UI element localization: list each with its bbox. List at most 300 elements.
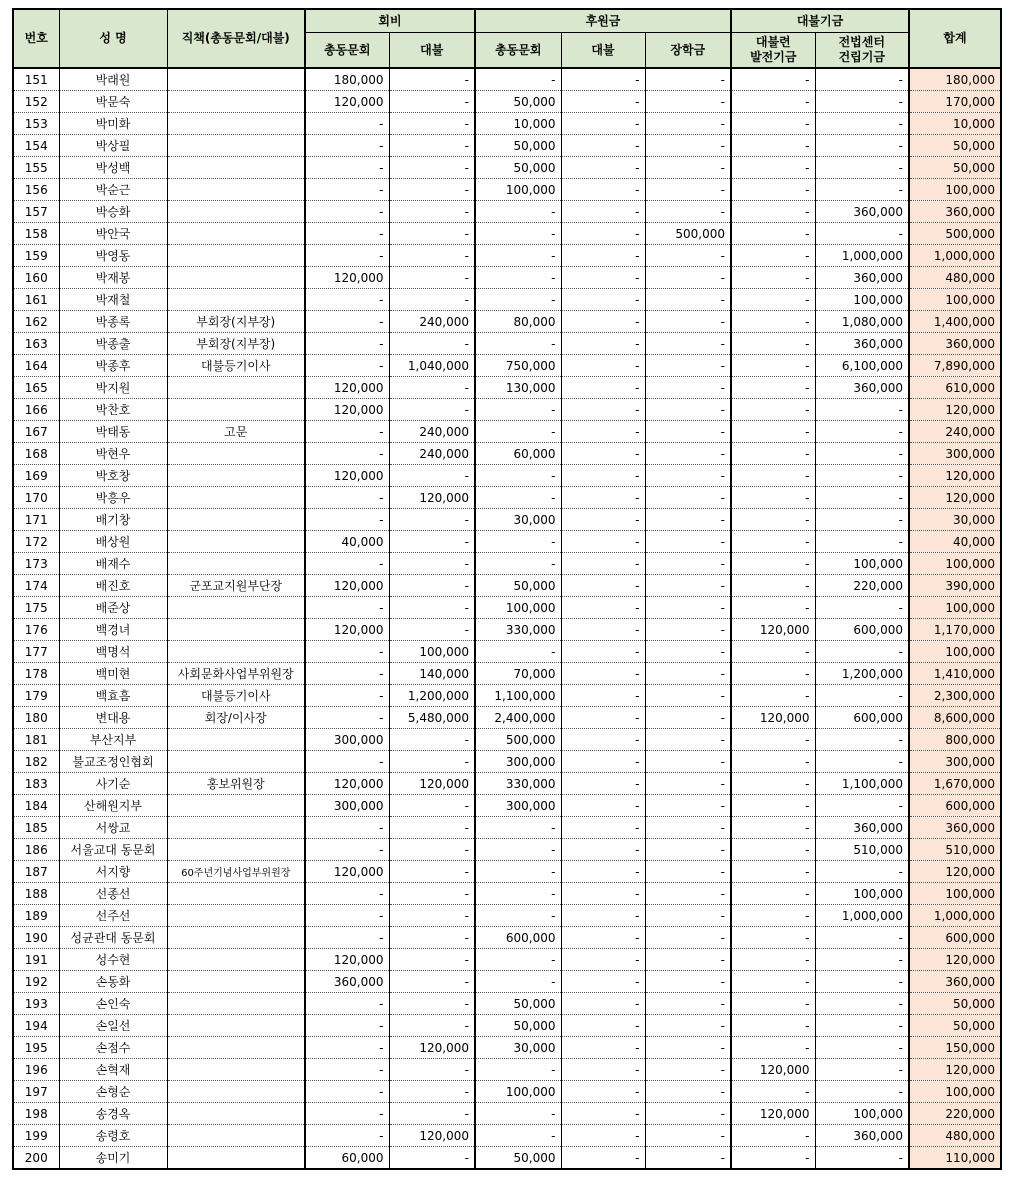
cell-fee-daebul: 120,000 bbox=[389, 773, 475, 795]
cell-fund-development: - bbox=[731, 817, 815, 839]
cell-total: 170,000 bbox=[909, 91, 1001, 113]
cell-total: 360,000 bbox=[909, 333, 1001, 355]
cell-fee-daebul: 120,000 bbox=[389, 1037, 475, 1059]
cell-donation-daebul: - bbox=[561, 553, 645, 575]
cell-no: 191 bbox=[13, 949, 59, 971]
cell-donation-alumni: 750,000 bbox=[475, 355, 561, 377]
cell-fee-daebul: - bbox=[389, 597, 475, 619]
cell-fund-development: - bbox=[731, 883, 815, 905]
header-position: 직책(총동문회/대불) bbox=[167, 9, 305, 68]
cell-position bbox=[167, 1037, 305, 1059]
table-row bbox=[13, 773, 1001, 795]
cell-position bbox=[167, 68, 305, 91]
cell-fund-center: - bbox=[815, 68, 909, 91]
cell-no: 177 bbox=[13, 641, 59, 663]
cell-donation-daebul: - bbox=[561, 1103, 645, 1125]
cell-total: 100,000 bbox=[909, 641, 1001, 663]
cell-name: 손인숙 bbox=[59, 993, 167, 1015]
cell-no: 169 bbox=[13, 465, 59, 487]
cell-fee-alumni: - bbox=[305, 311, 389, 333]
cell-fund-development: - bbox=[731, 289, 815, 311]
table-row bbox=[13, 179, 1001, 201]
cell-no: 183 bbox=[13, 773, 59, 795]
cell-donation-scholarship: - bbox=[645, 157, 731, 179]
cell-total: 360,000 bbox=[909, 817, 1001, 839]
cell-donation-scholarship: - bbox=[645, 773, 731, 795]
cell-donation-daebul: - bbox=[561, 1037, 645, 1059]
table-row bbox=[13, 267, 1001, 289]
table-row bbox=[13, 399, 1001, 421]
cell-donation-daebul: - bbox=[561, 641, 645, 663]
table-row bbox=[13, 993, 1001, 1015]
cell-donation-alumni: - bbox=[475, 399, 561, 421]
donor-table bbox=[12, 8, 1002, 1170]
cell-donation-daebul: - bbox=[561, 773, 645, 795]
cell-total: 50,000 bbox=[909, 135, 1001, 157]
cell-fund-development: - bbox=[731, 1081, 815, 1103]
cell-donation-alumni: - bbox=[475, 971, 561, 993]
cell-position: 고문 bbox=[167, 421, 305, 443]
cell-position bbox=[167, 179, 305, 201]
cell-name: 손점수 bbox=[59, 1037, 167, 1059]
cell-fund-development: - bbox=[731, 487, 815, 509]
cell-donation-scholarship: - bbox=[645, 949, 731, 971]
cell-fund-center: - bbox=[815, 971, 909, 993]
cell-donation-daebul: - bbox=[561, 333, 645, 355]
cell-position bbox=[167, 839, 305, 861]
cell-fund-center: 360,000 bbox=[815, 817, 909, 839]
cell-fee-alumni: - bbox=[305, 333, 389, 355]
cell-fee-daebul: - bbox=[389, 575, 475, 597]
cell-fee-daebul: - bbox=[389, 157, 475, 179]
cell-donation-alumni: 300,000 bbox=[475, 751, 561, 773]
cell-donation-alumni: - bbox=[475, 223, 561, 245]
header-fee-daebul: 대불 bbox=[389, 33, 475, 69]
cell-fund-center: - bbox=[815, 509, 909, 531]
cell-fund-development: - bbox=[731, 773, 815, 795]
cell-donation-alumni: - bbox=[475, 1059, 561, 1081]
cell-donation-daebul: - bbox=[561, 949, 645, 971]
cell-total: 610,000 bbox=[909, 377, 1001, 399]
cell-fund-development: - bbox=[731, 1125, 815, 1147]
cell-no: 187 bbox=[13, 861, 59, 883]
table-row bbox=[13, 201, 1001, 223]
cell-donation-daebul: - bbox=[561, 905, 645, 927]
cell-position: 부회장(지부장) bbox=[167, 311, 305, 333]
cell-position: 회장/이사장 bbox=[167, 707, 305, 729]
cell-position: 부회장(지부장) bbox=[167, 333, 305, 355]
header-fund-center bbox=[815, 33, 909, 69]
cell-fee-alumni: - bbox=[305, 685, 389, 707]
cell-donation-scholarship: - bbox=[645, 993, 731, 1015]
cell-fund-center: 1,200,000 bbox=[815, 663, 909, 685]
cell-fee-daebul: - bbox=[389, 553, 475, 575]
table-row bbox=[13, 245, 1001, 267]
cell-fund-development: - bbox=[731, 333, 815, 355]
table-row bbox=[13, 619, 1001, 641]
cell-fund-development: - bbox=[731, 795, 815, 817]
cell-fund-development: - bbox=[731, 377, 815, 399]
header-total: 합계 bbox=[909, 9, 1001, 68]
cell-total: 1,000,000 bbox=[909, 245, 1001, 267]
cell-fund-center: 220,000 bbox=[815, 575, 909, 597]
cell-donation-alumni: 50,000 bbox=[475, 575, 561, 597]
cell-no: 167 bbox=[13, 421, 59, 443]
cell-donation-alumni: - bbox=[475, 883, 561, 905]
cell-donation-daebul: - bbox=[561, 531, 645, 553]
cell-donation-alumni: - bbox=[475, 465, 561, 487]
cell-fee-daebul: - bbox=[389, 289, 475, 311]
table-row bbox=[13, 113, 1001, 135]
cell-name: 부산지부 bbox=[59, 729, 167, 751]
cell-fee-alumni: - bbox=[305, 113, 389, 135]
cell-donation-alumni: - bbox=[475, 839, 561, 861]
cell-fund-development: - bbox=[731, 223, 815, 245]
cell-donation-scholarship: - bbox=[645, 1103, 731, 1125]
cell-name: 성수현 bbox=[59, 949, 167, 971]
cell-position bbox=[167, 927, 305, 949]
cell-no: 155 bbox=[13, 157, 59, 179]
cell-position bbox=[167, 949, 305, 971]
cell-donation-daebul: - bbox=[561, 707, 645, 729]
cell-fund-development: - bbox=[731, 927, 815, 949]
cell-fund-development: - bbox=[731, 421, 815, 443]
cell-fund-center: 1,000,000 bbox=[815, 905, 909, 927]
cell-donation-alumni: - bbox=[475, 641, 561, 663]
cell-donation-alumni: - bbox=[475, 68, 561, 91]
cell-fund-development: - bbox=[731, 575, 815, 597]
cell-fund-center: 100,000 bbox=[815, 289, 909, 311]
cell-total: 1,670,000 bbox=[909, 773, 1001, 795]
cell-fee-alumni: - bbox=[305, 707, 389, 729]
table-row bbox=[13, 663, 1001, 685]
table-row bbox=[13, 1147, 1001, 1170]
cell-fee-daebul: - bbox=[389, 245, 475, 267]
cell-no: 173 bbox=[13, 553, 59, 575]
cell-fee-daebul: 240,000 bbox=[389, 421, 475, 443]
cell-fund-development: - bbox=[731, 311, 815, 333]
cell-total: 100,000 bbox=[909, 179, 1001, 201]
cell-fee-alumni: - bbox=[305, 355, 389, 377]
cell-fee-daebul: - bbox=[389, 905, 475, 927]
cell-fee-daebul: - bbox=[389, 333, 475, 355]
cell-no: 176 bbox=[13, 619, 59, 641]
cell-position: 60주년기념사업부위원장 bbox=[167, 861, 305, 883]
cell-fee-daebul: - bbox=[389, 927, 475, 949]
cell-fund-center: 600,000 bbox=[815, 707, 909, 729]
cell-position bbox=[167, 1125, 305, 1147]
cell-no: 168 bbox=[13, 443, 59, 465]
cell-total: 2,300,000 bbox=[909, 685, 1001, 707]
cell-donation-scholarship: - bbox=[645, 1125, 731, 1147]
cell-total: 600,000 bbox=[909, 795, 1001, 817]
table-row bbox=[13, 553, 1001, 575]
cell-fee-alumni: - bbox=[305, 883, 389, 905]
cell-total: 120,000 bbox=[909, 861, 1001, 883]
cell-no: 164 bbox=[13, 355, 59, 377]
cell-no: 152 bbox=[13, 91, 59, 113]
cell-donation-scholarship: - bbox=[645, 1059, 731, 1081]
cell-fund-center: - bbox=[815, 751, 909, 773]
cell-fee-daebul: 100,000 bbox=[389, 641, 475, 663]
cell-donation-daebul: - bbox=[561, 685, 645, 707]
cell-name: 백경녀 bbox=[59, 619, 167, 641]
cell-donation-scholarship: - bbox=[645, 531, 731, 553]
cell-donation-daebul: - bbox=[561, 509, 645, 531]
cell-fund-center: - bbox=[815, 157, 909, 179]
cell-donation-alumni: 330,000 bbox=[475, 773, 561, 795]
cell-fund-center: 360,000 bbox=[815, 377, 909, 399]
cell-fee-alumni: - bbox=[305, 509, 389, 531]
cell-position bbox=[167, 817, 305, 839]
cell-position bbox=[167, 245, 305, 267]
cell-position: 대불등기이사 bbox=[167, 355, 305, 377]
header-group-fund: 대불기금 bbox=[731, 9, 909, 33]
cell-fund-development: - bbox=[731, 839, 815, 861]
cell-donation-daebul: - bbox=[561, 421, 645, 443]
cell-total: 480,000 bbox=[909, 1125, 1001, 1147]
cell-donation-daebul: - bbox=[561, 68, 645, 91]
cell-donation-daebul: - bbox=[561, 311, 645, 333]
cell-fee-alumni: - bbox=[305, 421, 389, 443]
cell-donation-alumni: - bbox=[475, 201, 561, 223]
cell-fee-daebul: - bbox=[389, 399, 475, 421]
cell-fund-center: 100,000 bbox=[815, 1103, 909, 1125]
cell-fund-center: 100,000 bbox=[815, 553, 909, 575]
table-row bbox=[13, 465, 1001, 487]
table-row bbox=[13, 421, 1001, 443]
cell-name: 배진호 bbox=[59, 575, 167, 597]
cell-fee-alumni: - bbox=[305, 751, 389, 773]
cell-name: 백미현 bbox=[59, 663, 167, 685]
cell-no: 156 bbox=[13, 179, 59, 201]
cell-fund-center: 510,000 bbox=[815, 839, 909, 861]
cell-fee-alumni: 120,000 bbox=[305, 619, 389, 641]
cell-fee-daebul: - bbox=[389, 883, 475, 905]
cell-donation-scholarship: 500,000 bbox=[645, 223, 731, 245]
cell-no: 179 bbox=[13, 685, 59, 707]
header-group-donation: 후원금 bbox=[475, 9, 731, 33]
cell-fund-development: - bbox=[731, 68, 815, 91]
table-row bbox=[13, 1081, 1001, 1103]
cell-fee-daebul: - bbox=[389, 1147, 475, 1170]
cell-fee-alumni: 120,000 bbox=[305, 465, 389, 487]
cell-fee-alumni: - bbox=[305, 553, 389, 575]
cell-fund-development: - bbox=[731, 509, 815, 531]
cell-fund-development: - bbox=[731, 861, 815, 883]
cell-no: 165 bbox=[13, 377, 59, 399]
cell-fee-daebul: - bbox=[389, 135, 475, 157]
cell-fund-center: - bbox=[815, 1059, 909, 1081]
cell-donation-alumni: 50,000 bbox=[475, 993, 561, 1015]
table-row bbox=[13, 377, 1001, 399]
cell-donation-alumni: - bbox=[475, 1125, 561, 1147]
cell-fee-alumni: 120,000 bbox=[305, 575, 389, 597]
table-header bbox=[13, 9, 1001, 68]
cell-total: 510,000 bbox=[909, 839, 1001, 861]
table-row bbox=[13, 729, 1001, 751]
cell-position bbox=[167, 1015, 305, 1037]
cell-total: 10,000 bbox=[909, 113, 1001, 135]
table-row bbox=[13, 817, 1001, 839]
table-row bbox=[13, 861, 1001, 883]
cell-donation-alumni: 100,000 bbox=[475, 1081, 561, 1103]
cell-fund-center: - bbox=[815, 729, 909, 751]
cell-name: 배상원 bbox=[59, 531, 167, 553]
cell-position bbox=[167, 597, 305, 619]
header-donation-scholarship: 장학금 bbox=[645, 33, 731, 69]
cell-no: 161 bbox=[13, 289, 59, 311]
cell-donation-alumni: 300,000 bbox=[475, 795, 561, 817]
cell-fee-alumni: 120,000 bbox=[305, 399, 389, 421]
cell-name: 송령호 bbox=[59, 1125, 167, 1147]
cell-total: 50,000 bbox=[909, 1015, 1001, 1037]
cell-donation-daebul: - bbox=[561, 91, 645, 113]
cell-donation-scholarship: - bbox=[645, 91, 731, 113]
cell-fee-alumni: - bbox=[305, 157, 389, 179]
cell-no: 197 bbox=[13, 1081, 59, 1103]
cell-fee-alumni: - bbox=[305, 487, 389, 509]
table-row bbox=[13, 68, 1001, 91]
table-row bbox=[13, 927, 1001, 949]
cell-donation-daebul: - bbox=[561, 289, 645, 311]
cell-donation-alumni: 100,000 bbox=[475, 179, 561, 201]
cell-fee-alumni: 120,000 bbox=[305, 91, 389, 113]
cell-fee-daebul: - bbox=[389, 91, 475, 113]
cell-no: 172 bbox=[13, 531, 59, 553]
cell-name: 박성백 bbox=[59, 157, 167, 179]
cell-fund-center: - bbox=[815, 179, 909, 201]
cell-position bbox=[167, 289, 305, 311]
cell-donation-alumni: 600,000 bbox=[475, 927, 561, 949]
cell-no: 160 bbox=[13, 267, 59, 289]
cell-name: 박찬호 bbox=[59, 399, 167, 421]
cell-donation-daebul: - bbox=[561, 729, 645, 751]
cell-fund-development: - bbox=[731, 201, 815, 223]
cell-fund-center: 100,000 bbox=[815, 883, 909, 905]
cell-total: 240,000 bbox=[909, 421, 1001, 443]
cell-donation-alumni: - bbox=[475, 487, 561, 509]
cell-position bbox=[167, 113, 305, 135]
cell-donation-scholarship: - bbox=[645, 443, 731, 465]
cell-no: 184 bbox=[13, 795, 59, 817]
cell-name: 변대용 bbox=[59, 707, 167, 729]
cell-fee-alumni: 300,000 bbox=[305, 795, 389, 817]
cell-fund-development: - bbox=[731, 465, 815, 487]
cell-no: 153 bbox=[13, 113, 59, 135]
cell-position bbox=[167, 751, 305, 773]
cell-donation-daebul: - bbox=[561, 597, 645, 619]
table-row bbox=[13, 1125, 1001, 1147]
cell-no: 166 bbox=[13, 399, 59, 421]
cell-fund-development: 120,000 bbox=[731, 1103, 815, 1125]
cell-no: 198 bbox=[13, 1103, 59, 1125]
cell-fee-alumni: - bbox=[305, 817, 389, 839]
cell-fund-development: - bbox=[731, 905, 815, 927]
cell-fund-center: 600,000 bbox=[815, 619, 909, 641]
cell-fee-alumni: 40,000 bbox=[305, 531, 389, 553]
cell-position bbox=[167, 487, 305, 509]
cell-fund-center: - bbox=[815, 1037, 909, 1059]
cell-fee-daebul: 240,000 bbox=[389, 311, 475, 333]
cell-fee-daebul: - bbox=[389, 113, 475, 135]
cell-donation-daebul: - bbox=[561, 1125, 645, 1147]
cell-donation-daebul: - bbox=[561, 355, 645, 377]
cell-donation-scholarship: - bbox=[645, 245, 731, 267]
header-fund-development-line1: 대불련 bbox=[755, 35, 791, 49]
cell-donation-scholarship: - bbox=[645, 751, 731, 773]
cell-position bbox=[167, 399, 305, 421]
cell-fee-daebul: - bbox=[389, 817, 475, 839]
cell-fee-daebul: - bbox=[389, 795, 475, 817]
table-row bbox=[13, 795, 1001, 817]
table-row bbox=[13, 641, 1001, 663]
cell-position bbox=[167, 91, 305, 113]
cell-fee-daebul: 140,000 bbox=[389, 663, 475, 685]
table-row bbox=[13, 597, 1001, 619]
cell-donation-scholarship: - bbox=[645, 179, 731, 201]
cell-donation-daebul: - bbox=[561, 223, 645, 245]
cell-total: 480,000 bbox=[909, 267, 1001, 289]
cell-no: 157 bbox=[13, 201, 59, 223]
cell-donation-daebul: - bbox=[561, 575, 645, 597]
cell-name: 박문숙 bbox=[59, 91, 167, 113]
cell-fund-center: 360,000 bbox=[815, 201, 909, 223]
table-row bbox=[13, 487, 1001, 509]
cell-donation-scholarship: - bbox=[645, 1037, 731, 1059]
cell-no: 196 bbox=[13, 1059, 59, 1081]
cell-fund-center: - bbox=[815, 949, 909, 971]
table-row bbox=[13, 289, 1001, 311]
cell-fee-daebul: 5,480,000 bbox=[389, 707, 475, 729]
cell-name: 백효흠 bbox=[59, 685, 167, 707]
cell-position bbox=[167, 223, 305, 245]
cell-donation-scholarship: - bbox=[645, 68, 731, 91]
cell-donation-scholarship: - bbox=[645, 663, 731, 685]
cell-donation-scholarship: - bbox=[645, 619, 731, 641]
cell-position bbox=[167, 619, 305, 641]
cell-name: 박미화 bbox=[59, 113, 167, 135]
cell-fund-development: - bbox=[731, 1015, 815, 1037]
table-row bbox=[13, 531, 1001, 553]
cell-fund-development: - bbox=[731, 91, 815, 113]
cell-name: 박승화 bbox=[59, 201, 167, 223]
table-body bbox=[13, 68, 1001, 1169]
cell-donation-alumni: 50,000 bbox=[475, 1015, 561, 1037]
cell-position bbox=[167, 795, 305, 817]
cell-fund-center: 1,100,000 bbox=[815, 773, 909, 795]
cell-donation-alumni: 50,000 bbox=[475, 135, 561, 157]
cell-no: 154 bbox=[13, 135, 59, 157]
cell-name: 박종출 bbox=[59, 333, 167, 355]
cell-no: 185 bbox=[13, 817, 59, 839]
cell-donation-scholarship: - bbox=[645, 795, 731, 817]
cell-total: 100,000 bbox=[909, 553, 1001, 575]
cell-donation-daebul: - bbox=[561, 113, 645, 135]
cell-name: 박상필 bbox=[59, 135, 167, 157]
cell-fund-development: - bbox=[731, 553, 815, 575]
cell-fund-development: - bbox=[731, 685, 815, 707]
cell-donation-daebul: - bbox=[561, 135, 645, 157]
cell-position bbox=[167, 641, 305, 663]
cell-name: 선주선 bbox=[59, 905, 167, 927]
cell-donation-alumni: 30,000 bbox=[475, 1037, 561, 1059]
cell-fund-center: - bbox=[815, 135, 909, 157]
cell-donation-scholarship: - bbox=[645, 575, 731, 597]
cell-donation-daebul: - bbox=[561, 1015, 645, 1037]
cell-fee-alumni: - bbox=[305, 1125, 389, 1147]
cell-fee-alumni: - bbox=[305, 179, 389, 201]
